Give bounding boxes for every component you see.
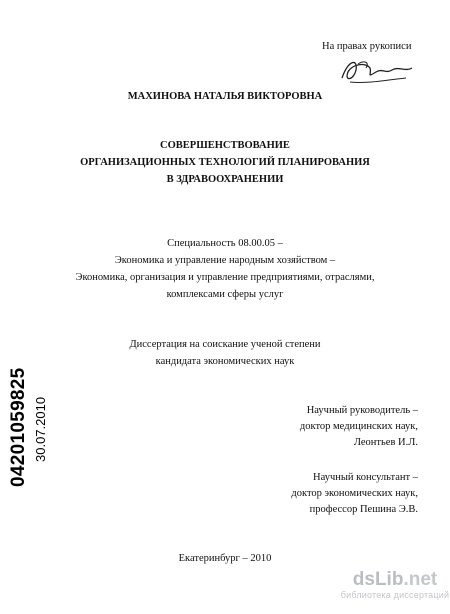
- supervisor-line-2: доктор медицинских наук,: [299, 421, 418, 432]
- title-line-2: ОРГАНИЗАЦИОННЫХ ТЕХНОЛОГИЙ ПЛАНИРОВАНИЯ: [80, 157, 370, 168]
- consultant-line-1: Научный консультант –: [313, 472, 418, 483]
- side-stamp-code: 04201059825: [8, 367, 29, 487]
- watermark-logo-main: dsLib: [352, 569, 404, 590]
- specialty-line-2: Экономика и управление народным хозяйством –: [114, 255, 336, 266]
- watermark: [340, 570, 450, 601]
- specialty-line-1: Специальность 08.00.05 –: [167, 238, 283, 249]
- supervisor-line-3: Леонтьев И.Л.: [353, 437, 418, 448]
- watermark-logo: [340, 570, 450, 590]
- supervisor-line-1: Научный руководитель –: [306, 405, 418, 416]
- consultant-line-3: профессор Пешина Э.В.: [309, 504, 418, 515]
- specialty-line-4: комплексами сферы услуг: [166, 289, 284, 300]
- consultant-line-2: доктор экономических наук,: [291, 488, 418, 499]
- title-line-1: СОВЕРШЕНСТВОВАНИЕ: [160, 140, 290, 151]
- side-stamp-date: 30.07.2010: [33, 396, 48, 462]
- author-name: МАХИНОВА НАТАЛЬЯ ВИКТОРОВНА: [127, 91, 323, 102]
- consultant-block: [240, 470, 418, 518]
- supervisor-block: [240, 403, 418, 451]
- place-year: Екатеринбург – 2010: [178, 553, 272, 564]
- handwritten-signature: [336, 54, 416, 88]
- title-line-3: В ЗДРАВООХРАНЕНИИ: [166, 174, 284, 185]
- specialty-line-3: Экономика, организация и управление предприятиями, отраслями,: [75, 272, 375, 283]
- degree-line-2: кандидата экономических наук: [155, 356, 295, 367]
- rights-note: На правах рукописи: [322, 41, 412, 52]
- watermark-subtitle: библиотека диссертаций: [340, 590, 450, 600]
- degree-line-1: Диссертация на соискание ученой степени: [129, 339, 321, 350]
- watermark-logo-suffix: .net: [403, 569, 438, 590]
